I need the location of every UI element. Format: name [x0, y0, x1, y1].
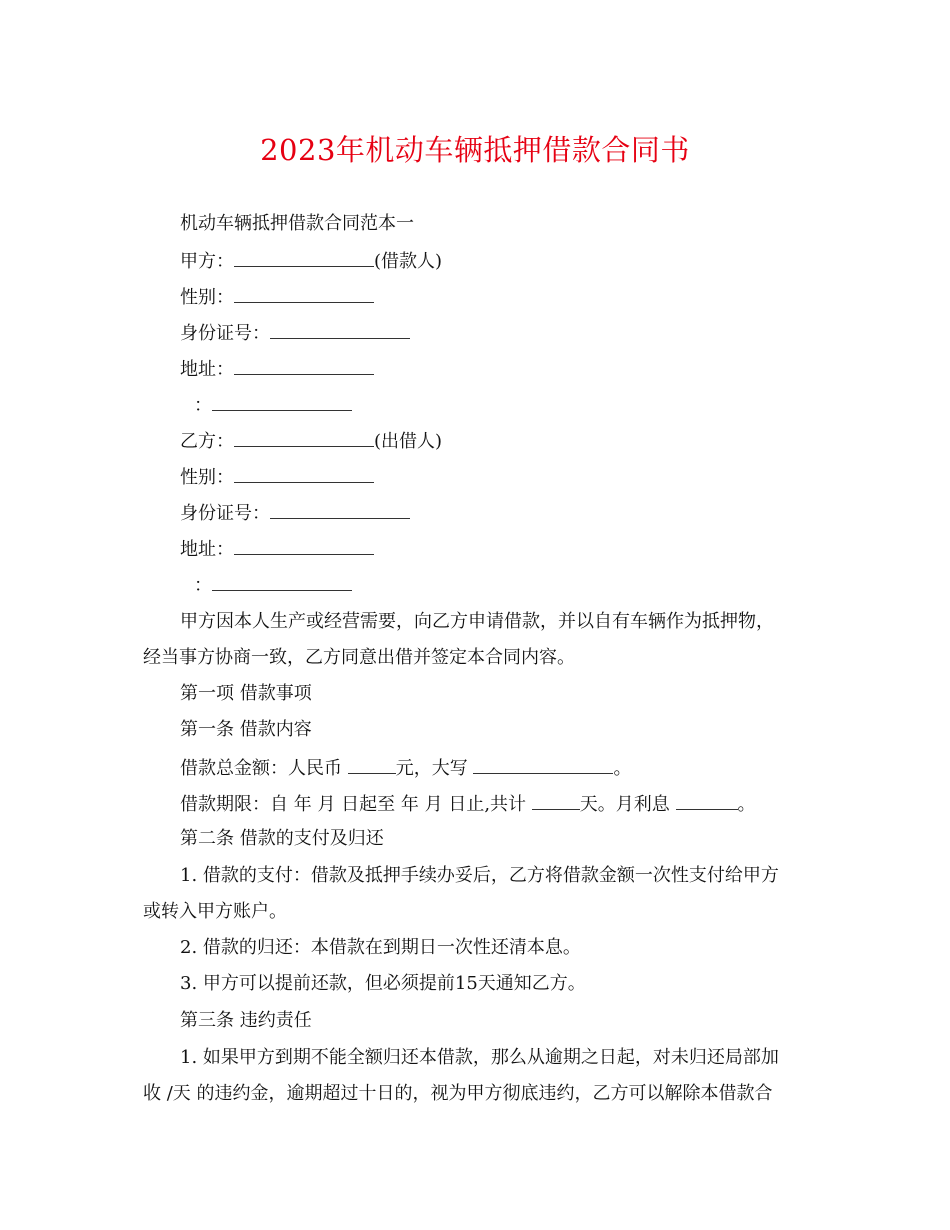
loan-amount-words-blank — [473, 755, 613, 774]
subtitle: 机动车辆抵押借款合同范本一 — [180, 213, 414, 234]
loan-term-mid: 天。月利息 — [579, 794, 676, 815]
party-a-name-row — [180, 248, 442, 274]
party-b-name-label: 乙方： — [180, 431, 234, 452]
party-b-id-label: 身份证号： — [180, 503, 270, 524]
party-b-address-label: 地址： — [180, 539, 234, 560]
party-a-gender-blank — [234, 284, 374, 303]
party-b-extra-row — [194, 572, 352, 598]
early-repay-line: 3. 甲方可以提前还款，但必须提前15天通知乙方。 — [180, 973, 586, 994]
repayment-line: 2. 借款的归还：本借款在到期日一次性还清本息。 — [180, 937, 581, 958]
payment-line-2: 或转入甲方账户。 — [143, 901, 287, 922]
party-a-address-blank — [234, 356, 374, 375]
article-1-heading: 第一条 借款内容 — [180, 719, 312, 740]
breach-line-2: 收 /天 的违约金，逾期超过十日的，视为甲方彻底违约，乙方可以解除本借款合 — [143, 1083, 773, 1104]
party-b-name-blank — [234, 428, 374, 447]
party-b-gender-label: 性别： — [180, 467, 234, 488]
breach-line-1: 1. 如果甲方到期不能全额归还本借款，那么从逾期之日起，对未归还局部加 — [180, 1047, 779, 1068]
party-a-gender-label: 性别： — [180, 287, 234, 308]
party-b-name-row — [180, 428, 442, 454]
party-b-extra-blank — [212, 572, 352, 591]
document-title: 2023年机动车辆抵押借款合同书 — [260, 133, 690, 167]
party-b-gender-blank — [234, 464, 374, 483]
party-b-id-blank — [270, 500, 410, 519]
loan-term-days-blank — [532, 791, 580, 810]
intro-line-1: 甲方因本人生产或经营需要，向乙方申请借款，并以自有车辆作为抵押物， — [180, 611, 774, 632]
loan-amount-prefix: 借款总金额：人民币 — [180, 758, 348, 779]
loan-amount-row — [180, 755, 631, 781]
loan-amount-end: 。 — [613, 758, 632, 779]
loan-amount-number-blank — [348, 755, 396, 774]
party-a-id-label: 身份证号： — [180, 323, 270, 344]
party-a-name-label: 甲方： — [180, 251, 234, 272]
loan-amount-mid: 元，大写 — [395, 758, 474, 779]
party-a-name-suffix: (借款人) — [374, 251, 443, 272]
party-a-gender-row — [180, 284, 374, 310]
loan-term-prefix: 借款期限：自 年 月 日起至 年 月 日止,共计 — [180, 794, 532, 815]
party-b-extra-label: ： — [194, 575, 212, 596]
loan-term-row — [180, 791, 756, 817]
party-a-extra-label: ： — [194, 395, 212, 416]
party-a-address-row — [180, 356, 374, 382]
party-b-address-row — [180, 536, 374, 562]
payment-line-1: 1. 借款的支付：借款及抵押手续办妥后，乙方将借款金额一次性支付给甲方 — [180, 865, 779, 886]
monthly-interest-blank — [676, 791, 738, 810]
article-2-heading: 第二条 借款的支付及归还 — [180, 828, 384, 849]
loan-term-end: 。 — [737, 794, 756, 815]
intro-line-2: 经当事方协商一致，乙方同意出借并签定本合同内容。 — [143, 647, 575, 668]
party-a-extra-blank — [212, 392, 352, 411]
party-a-name-blank — [234, 248, 374, 267]
party-b-address-blank — [234, 536, 374, 555]
party-a-extra-row — [194, 392, 352, 418]
party-b-id-row — [180, 500, 410, 526]
section-1-heading: 第一项 借款事项 — [180, 683, 312, 704]
party-a-id-blank — [270, 320, 410, 339]
party-a-id-row — [180, 320, 410, 346]
party-a-address-label: 地址： — [180, 359, 234, 380]
party-b-name-suffix: (出借人) — [374, 431, 443, 452]
article-3-heading: 第三条 违约责任 — [180, 1010, 312, 1031]
party-b-gender-row — [180, 464, 374, 490]
